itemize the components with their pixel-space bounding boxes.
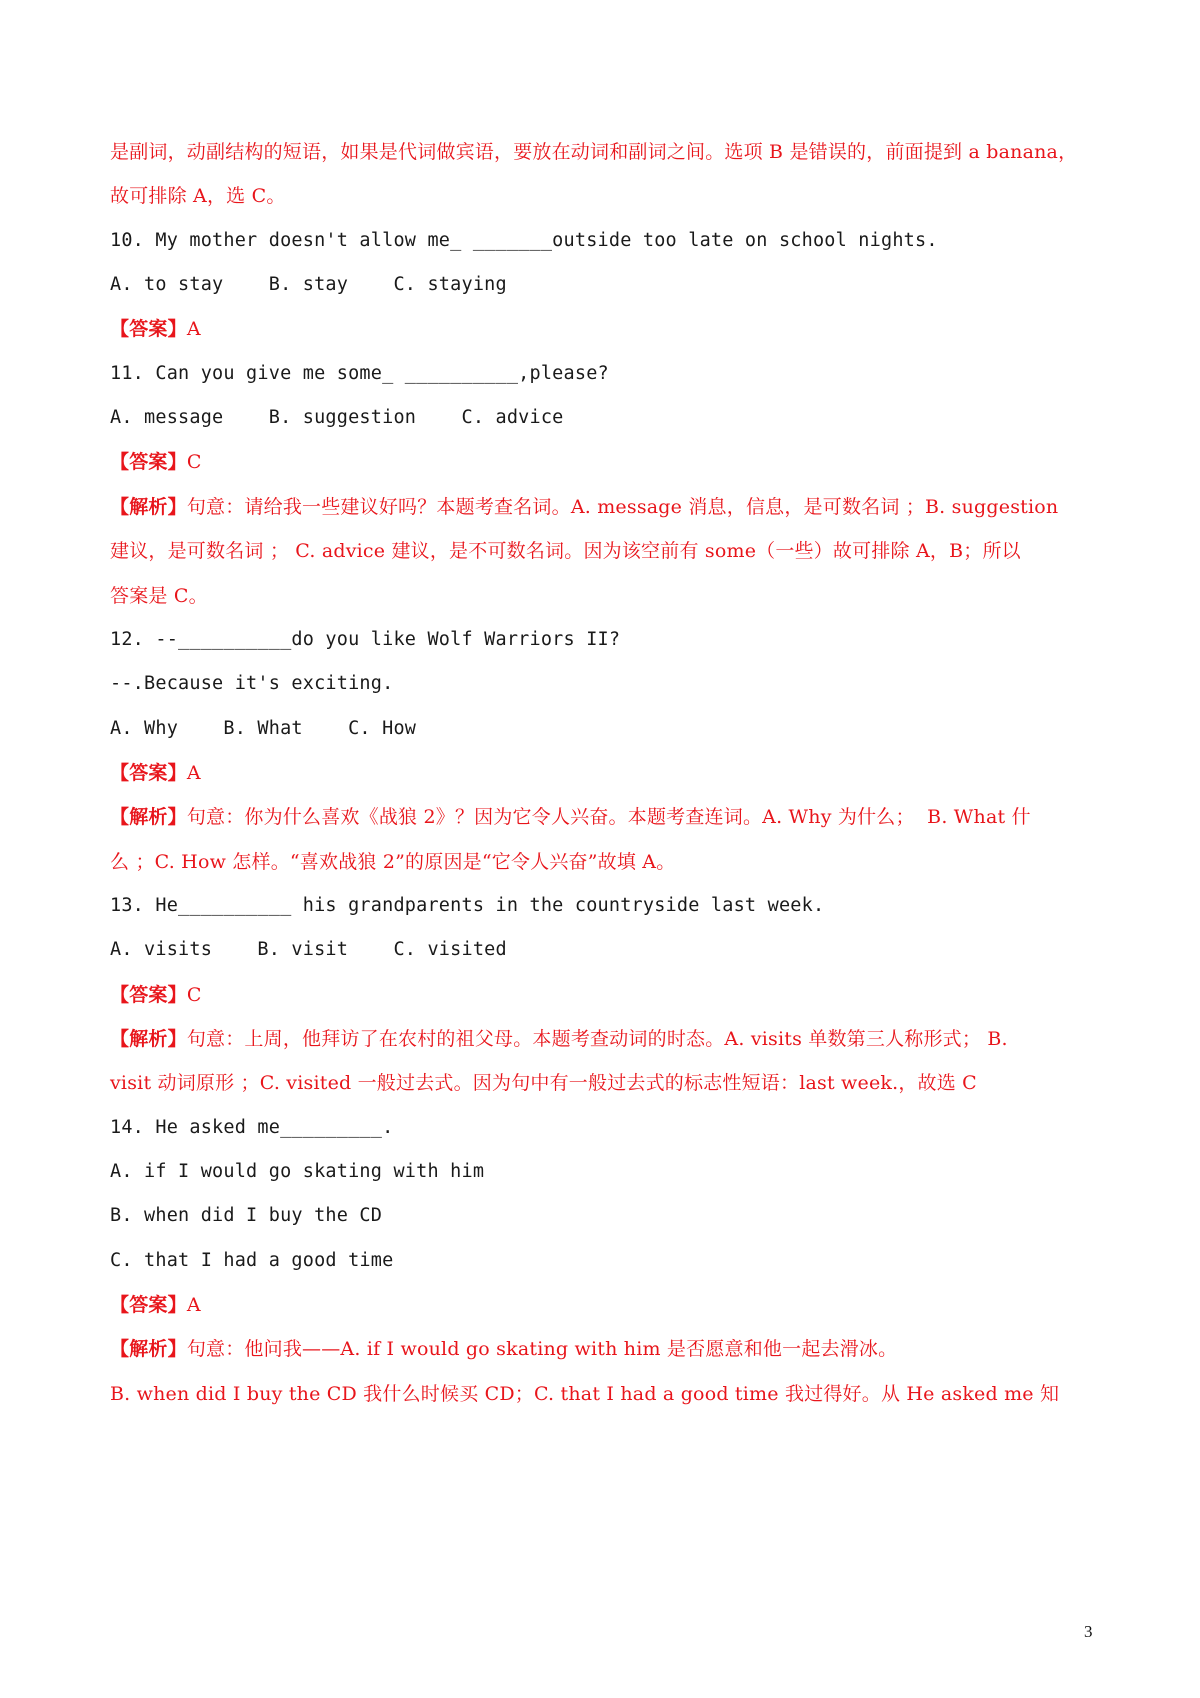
- text-line: A. to stay B. stay C. staying: [110, 274, 507, 296]
- text-line: B. when did I buy the CD: [110, 1205, 383, 1227]
- text-line: --.Because it's exciting.: [110, 673, 394, 695]
- analysis-line: [110, 495, 1105, 519]
- text-line: A. Why B. What C. How: [110, 717, 417, 739]
- text-line: 么 ；C. How 怎样。“喜欢战狼 2”的原因是“它令人兴奋”故填 A。: [110, 850, 676, 873]
- answer-value: C: [186, 451, 202, 474]
- text-line: B. when did I buy the CD 我什么时候买 CD；C. that I had a good time 我过得好。从 He asked me 知: [110, 1382, 1060, 1405]
- text-line: 10. My mother doesn't allow me_ _______outside too late on school nights.: [110, 229, 938, 251]
- answer-value: A: [186, 761, 201, 784]
- answer-value: A: [186, 318, 201, 341]
- text-line: 答案是 C。: [110, 584, 208, 607]
- answer-value: 句意：上周，他拜访了在农村的祖父母。本题考查动词的时态。A. visits 单数第三人称形式； B.: [186, 1028, 1008, 1050]
- text-line: 建议，是可数名词 ； C. advice 建议，是不可数名词。因为该空前有 some（一些）故可排除 A，B；所以: [110, 540, 1021, 563]
- text-line: A. visits B. visit C. visited: [110, 939, 507, 961]
- text-line: visit 动词原形 ；C. visited 一般过去式。因为句中有一般过去式的标志性短语：last week.，故选 C: [110, 1072, 977, 1095]
- analysis-line: [110, 1027, 1105, 1051]
- answer-value: 句意：你为什么喜欢《战狼 2》？因为它令人兴奋。本题考查连词。A. Why 为什么； B. What 什: [186, 806, 1031, 829]
- text-line: A. if I would go skating with him: [110, 1161, 485, 1183]
- answer-label: 【解析】: [110, 495, 187, 518]
- answer-line: [110, 983, 1105, 1007]
- text-line: 13. He__________ his grandparents in the countryside last week.: [110, 894, 825, 916]
- text-line: 故可排除 A，选 C。: [110, 185, 286, 208]
- answer-line: [110, 450, 1105, 474]
- answer-line: [110, 317, 1105, 341]
- answer-value: 句意：他问我——A. if I would go skating with him 是否愿意和他一起去滑冰。: [186, 1338, 898, 1361]
- text-line: C. that I had a good time: [110, 1249, 394, 1271]
- answer-label: 【答案】: [110, 1294, 187, 1317]
- answer-value: C: [186, 983, 202, 1006]
- answer-label: 【解析】: [110, 1338, 187, 1361]
- page-number: 3: [1084, 1622, 1093, 1641]
- answer-value: 句意：请给我一些建议好吗？本题考查名词。A. message 消息，信息，是可数名词 ；B. suggestion: [186, 495, 1059, 518]
- answer-label: 【解析】: [110, 806, 187, 829]
- text-line: 11. Can you give me some_ __________,please?: [110, 362, 609, 384]
- text-line: 12. --__________do you like Wolf Warriors II?: [110, 628, 621, 650]
- answer-label: 【答案】: [110, 318, 187, 341]
- answer-label: 【解析】: [110, 1028, 187, 1050]
- text-line: 是副词，动副结构的短语，如果是代词做宾语，要放在动词和副词之间。选项 B 是错误的，前面提到 a banana，: [110, 141, 1078, 163]
- answer-label: 【答案】: [110, 761, 187, 784]
- analysis-line: [110, 1337, 1105, 1361]
- answer-value: A: [186, 1294, 201, 1317]
- analysis-line: [110, 805, 1105, 829]
- answer-label: 【答案】: [110, 451, 187, 474]
- answer-line: [110, 1293, 1105, 1317]
- answer-label: 【答案】: [110, 983, 187, 1006]
- text-line: A. message B. suggestion C. advice: [110, 407, 564, 429]
- text-line: 14. He asked me_________.: [110, 1116, 394, 1138]
- answer-line: [110, 761, 1105, 785]
